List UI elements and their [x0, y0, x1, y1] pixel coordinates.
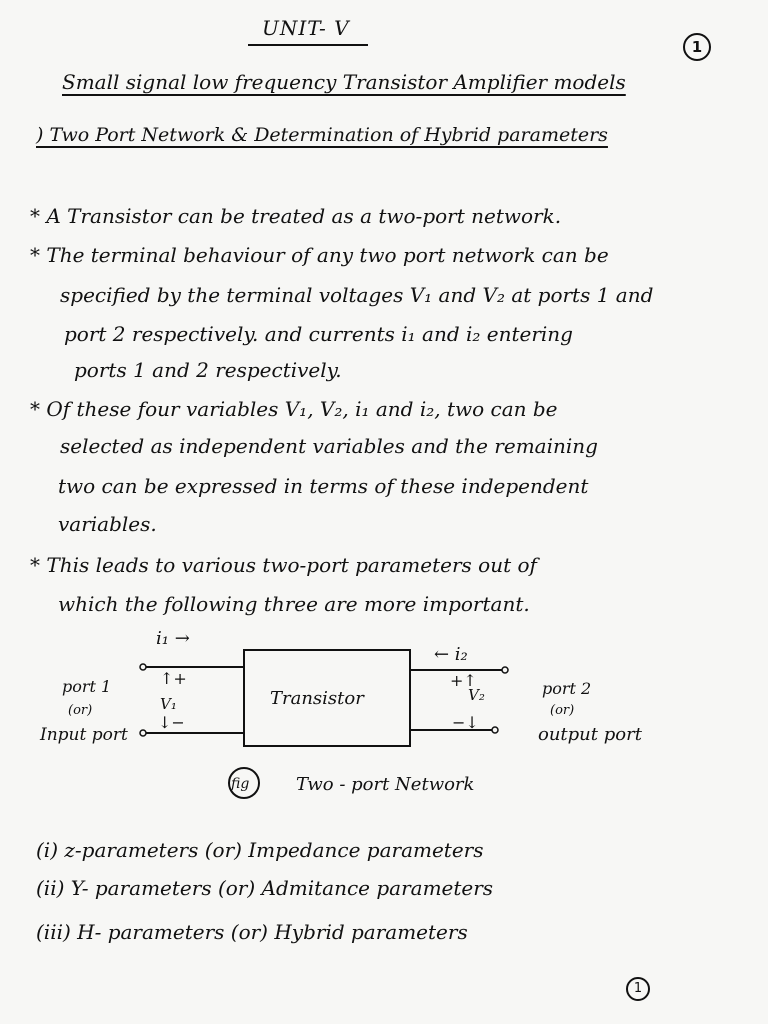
- list-item-2: (ii) Y- parameters (or) Admitance parameters: [36, 876, 494, 900]
- current-i1: i₁ →: [156, 628, 190, 649]
- v2-label: V₂: [468, 686, 485, 704]
- text-line-1: * A Transistor can be treated as a two-port network.: [30, 204, 562, 228]
- two-port-diagram: [0, 620, 768, 800]
- port2-or: (or): [550, 703, 575, 718]
- v2-minus: −↓: [452, 713, 479, 732]
- v1-label: V₁: [160, 695, 177, 713]
- text-line-4: port 2 respectively. and currents i₁ and i₂ entering: [64, 322, 573, 346]
- output-bottom-terminal: [492, 727, 498, 733]
- v1-minus: ↓−: [158, 713, 185, 732]
- port2-label: port 2: [542, 679, 592, 698]
- unit-underline: [248, 44, 368, 46]
- list-item-1: (i) z-parameters (or) Impedance parameters: [36, 838, 484, 862]
- text-line-9: variables.: [58, 512, 157, 536]
- input-bottom-terminal: [140, 730, 146, 736]
- text-line-7: selected as independent variables and the remaining: [60, 434, 598, 458]
- fig-tag: fig: [231, 776, 250, 792]
- list-item-3: (iii) H- parameters (or) Hybrid parameters: [36, 920, 468, 944]
- text-line-8: two can be expressed in terms of these independent: [58, 474, 589, 498]
- section-heading: ) Two Port Network & Determination of Hybrid parameters: [36, 124, 608, 146]
- text-line-5: ports 1 and 2 respectively.: [74, 358, 342, 382]
- page-number-top: 1: [683, 33, 711, 61]
- v1-plus: ↑+: [160, 669, 187, 688]
- port1-or: (or): [68, 703, 93, 718]
- input-top-terminal: [140, 664, 146, 670]
- output-top-terminal: [502, 667, 508, 673]
- output-port-label: output port: [538, 724, 642, 745]
- figure-caption: Two - port Network: [296, 774, 475, 795]
- text-line-11: which the following three are more important.: [58, 592, 530, 616]
- text-line-3: specified by the terminal voltages V₁ and V₂ at ports 1 and: [60, 283, 654, 307]
- text-line-2: * The terminal behaviour of any two port network can be: [30, 243, 609, 267]
- current-i2: ← i₂: [434, 644, 468, 665]
- page-title: Small signal low frequency Transistor Amplifier models: [62, 70, 626, 94]
- v2-plus: +↑: [450, 671, 477, 690]
- page-number-bottom: 1: [626, 977, 650, 1001]
- port1-label: port 1: [62, 677, 112, 696]
- input-port-label: Input port: [40, 725, 128, 745]
- text-line-10: * This leads to various two-port parameters out of: [30, 553, 537, 577]
- text-line-6: * Of these four variables V₁, V₂, i₁ and i₂, two can be: [30, 397, 558, 421]
- unit-heading: UNIT- V: [262, 16, 350, 40]
- transistor-label: Transistor: [270, 688, 364, 709]
